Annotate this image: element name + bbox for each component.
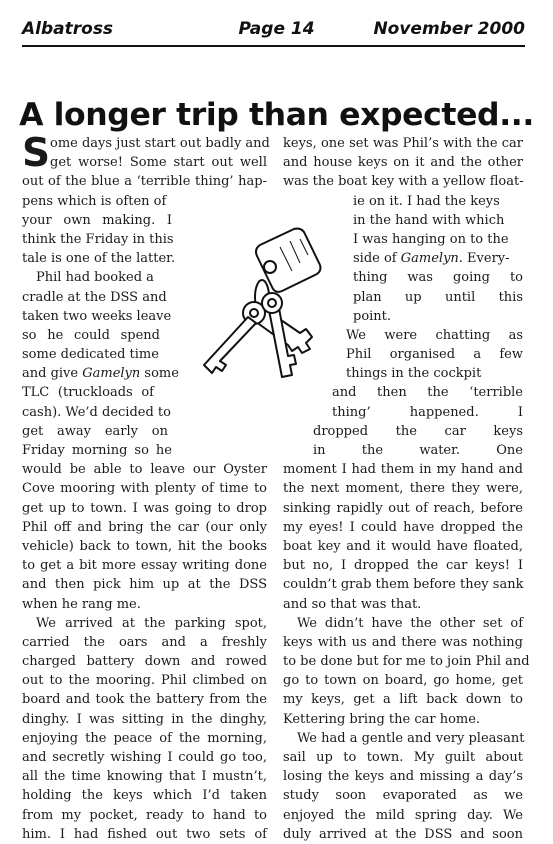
article-line: and house keys on it and the other [283, 155, 523, 171]
article-line: Kettering bring the car home. [283, 711, 481, 727]
article-line: and then the ‘terrible [332, 385, 523, 401]
article-line: but no, I dropped the car keys! I [283, 558, 523, 574]
article-line: the next moment, there they were, [283, 481, 523, 497]
article-line: ie on it. I had the keys [353, 193, 500, 209]
article-line: Cove mooring with plenty of time to [22, 481, 267, 497]
article-line: thing’ happened. I [332, 404, 523, 420]
keys-icon [182, 225, 342, 385]
article-line: was the boat key with a yellow float- [283, 174, 524, 190]
article-line: so he could spend [22, 327, 160, 343]
article-line: ome days just start out badly and [50, 136, 270, 151]
article-line: charged battery down and rowed [22, 654, 267, 670]
publication-name: Albatross [22, 19, 114, 39]
article-line: cradle at the DSS and [22, 289, 167, 305]
article-line: get away early on [22, 423, 168, 439]
article-line: all the time knowing that I mustn’t, [22, 769, 267, 785]
article-line: him. I had fished out two sets of [22, 826, 267, 842]
article-line: dinghy. I was sitting in the dinghy, [22, 711, 267, 727]
article-line: point. [353, 308, 392, 324]
article-line: Phil had booked a [36, 270, 154, 286]
article-line: and then pick him up at the DSS [22, 577, 267, 593]
article-line: carried the oars and a freshly [22, 634, 267, 650]
article-line: enjoying the peace of the morning, [22, 730, 267, 746]
article-line: Phil off and bring the car (our only [22, 519, 267, 535]
article-line: your own making. I [22, 212, 172, 228]
article-line: and secretly wishing I could go too, [22, 750, 267, 765]
article-line: out to the mooring. Phil climbed on [22, 673, 267, 689]
article-line: get up to town. I was going to drop [22, 500, 267, 516]
boat-name: Gamelyn [82, 366, 141, 382]
article-line: couldn’t grab them before they sank [283, 577, 524, 593]
article-line: things in the cockpit [346, 366, 482, 382]
article-line: Friday morning so he [22, 443, 172, 458]
drop-cap: S [22, 131, 51, 176]
article-line: sinking rapidly out of reach, before [283, 500, 523, 516]
article-line: We arrived at the parking spot, [36, 615, 267, 631]
header-divider [22, 45, 525, 47]
article-line: thing was going to [353, 270, 523, 286]
article-line: We were chatting as [346, 327, 523, 343]
article-line: pens which is often of [22, 193, 167, 209]
article-line: plan up until this [353, 289, 523, 305]
article-line: We had a gentle and very pleasant [297, 730, 525, 746]
article-line: and so that was that. [283, 596, 422, 612]
article-line: when he rang me. [22, 596, 141, 612]
article-line: my keys, get a lift back down to [283, 692, 523, 708]
issue-date: November 2000 [373, 19, 525, 39]
article-line: sail up to town. My guilt about [283, 750, 523, 765]
article-line: keys with us and there was nothing [283, 634, 523, 650]
article-line: dropped the car keys [313, 423, 523, 439]
article-line: enjoyed the mild spring day. We [283, 807, 523, 823]
article-line: board and took the battery from the [22, 692, 267, 708]
article-line: think the Friday in this [22, 231, 174, 247]
article-line: taken two weeks leave [22, 308, 172, 324]
article-line: TLC (truckloads of [22, 385, 154, 401]
boat-name: Gamelyn [400, 251, 459, 267]
article-line: vehicle) back to town, hit the books [22, 538, 267, 554]
article-line: I was hanging on to the [353, 231, 509, 247]
article-line: moment I had them in my hand and [283, 462, 523, 478]
article-line: out of the blue a ‘terrible thing’ hap- [22, 174, 267, 190]
article-line: in the water. One [313, 443, 523, 458]
article-line: some dedicated time [22, 347, 159, 363]
article-line: losing the keys and missing a day’s [283, 769, 523, 785]
page-number: Page 14 [238, 19, 315, 39]
article-line: to get a bit more essay writing done [22, 558, 267, 574]
article-line: and give Gamelyn some [22, 366, 179, 382]
article-line: get worse! Some start out well [50, 155, 267, 171]
article-line: to be done but for me to join Phil and [283, 654, 530, 670]
article-line: cash). We’d decided to [22, 404, 171, 420]
article-line: side of Gamelyn. Every- [353, 251, 510, 267]
article-line: We didn’t have the other set of [297, 615, 523, 631]
article-line: keys, one set was Phil’s with the car [283, 136, 523, 151]
article-line: in the hand with which [353, 212, 505, 228]
article-line: holding the keys which I’d taken [22, 788, 267, 804]
article-line: tale is one of the latter. [22, 251, 176, 267]
article-line: duly arrived at the DSS and soon [283, 826, 523, 842]
article-line: boat key and it would have floated, [283, 538, 523, 554]
article-headline: A longer trip than expected... [19, 97, 534, 134]
article-line: go to town on board, go home, get [283, 673, 523, 689]
article-line: study soon evaporated as we [283, 788, 523, 804]
article-line: from my pocket, ready to hand to [22, 807, 267, 823]
article-line: Phil organised a few [346, 347, 523, 363]
article-line: my eyes! I could have dropped the [283, 519, 523, 535]
article-line: would be able to leave our Oyster [22, 462, 267, 478]
